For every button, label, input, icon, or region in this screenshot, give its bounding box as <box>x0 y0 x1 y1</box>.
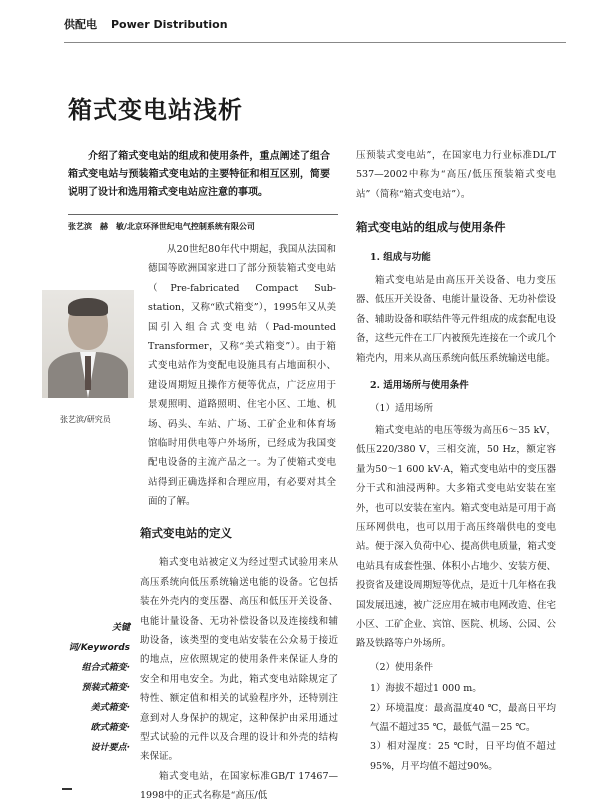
continued-paragraph: 压预装式变电站”，在国家电力行业标准DL/T 537—2002中称为“高压/低压预装箱式变电站”（简称“箱式变电站”）。 <box>356 150 556 200</box>
author-affiliation: 张艺滨 赫 敏/北京环泽世纪电气控制系统有限公司 <box>68 214 338 232</box>
right-column <box>356 146 556 776</box>
abstract: 介绍了箱式变电站的组成和使用条件，重点阐述了组合箱式变电站与预装箱式变电站的主要特征和相互区别，简要说明了设计和选用箱式变电站应注意的事项。 <box>68 151 330 198</box>
keyword-item: 设计要点· <box>90 743 130 753</box>
page-title: 箱式变电站浅析 <box>68 96 243 124</box>
header-divider <box>64 42 566 43</box>
keywords-title: 关键词/Keywords <box>68 623 130 653</box>
definition-paragraph-2: 箱式变电站，在国家标准GB/T 17467—1998中的正式名称是“高压/低 <box>140 770 338 802</box>
running-header <box>64 14 228 34</box>
subheading-conditions: （2）使用条件 <box>370 661 434 673</box>
keywords-box <box>52 618 130 758</box>
condition-item: 3）相对湿度：25 ℃时，日平均值不超过95%，月平均值不超过90%。 <box>370 741 556 772</box>
keyword-item: 欧式箱变· <box>90 723 130 733</box>
subheading-applicable-places: （1）适用场所 <box>370 403 434 415</box>
condition-item: 1）海拔不超过1 000 m。 <box>370 683 482 695</box>
components-paragraph: 箱式变电站是由高压开关设备、电力变压器、低压开关设备、电能计量设备、无功补偿设备、辅助设备和联结件等元件组成的成套配电设备，这些元件在工厂内被预先连接在一个或几个箱壳内，用来从高压系统向低压系统输送电能。 <box>356 275 556 364</box>
definition-column <box>140 510 338 806</box>
section-label-en: Power Distribution <box>111 17 228 31</box>
keyword-item: 美式箱变· <box>90 703 130 713</box>
subheading-scenarios: 2. 适用场所与使用条件 <box>370 380 469 392</box>
definition-paragraph: 箱式变电站被定义为经过型式试验用来从高压系统向低压系统输送电能的设备。它包括装在外壳内的变压器、高压和低压开关设备、电能计量设备、无功补偿设备以及连接线和辅助设备，该类型的变电站安装在公众易于接近的地点，应依照规定的使用条件来保证人身的安全和用电安全。为此，箱式变电站除规定了特性、额定值和相关的试验程序外，还特别注意到对人身保护的规定，这种保护由采用通过型式试验的元件以及合理的设计和外壳的结构来保证。 <box>140 557 338 763</box>
intro-column <box>148 240 336 512</box>
section-heading-definition: 箱式变电站的定义 <box>140 526 232 540</box>
author-photo <box>42 290 134 398</box>
applicable-places-paragraph: 箱式变电站的电压等级为高压6～35 kV，低压220/380 V，三相交流，50 Hz，额定容量为50～1 600 kV·A，箱式变电站中的变压器分干式和油浸两种。大多箱式变电站安装在室外，也可以安装在室内。箱式变电站是可用于高压环网供电，也可以用于高压终端供电的变电站。便于深入负荷中心、提高供电质量，箱式变电站具有成套性强、体积小占地少、安装方便、投资省及建设周期短等优点，是近十几年格在我国发展迅速，被广泛应用在城市电网改造、住宅小区、工矿企业、宾馆、医院、机场、公园、公路及铁路等户外场所。 <box>356 424 556 650</box>
keyword-item: 组合式箱变· <box>81 663 130 673</box>
keyword-item: 预装式箱变· <box>81 683 130 693</box>
section-label-cn: 供配电 <box>64 18 97 31</box>
photo-caption: 张艺滨/研究员 <box>60 415 111 424</box>
subheading-components: 1. 组成与功能 <box>370 251 431 263</box>
section-heading-composition: 箱式变电站的组成与使用条件 <box>356 220 506 235</box>
intro-paragraph: 从20世纪80年代中期起，我国从法国和德国等欧洲国家进口了部分预装箱式变电站（Pre-fabricated Compact Sub-station，又称“欧式箱变”），1995年又从美国引入组合式变电站（Pad-mounted Transformer，又称“美式箱变”）。由于箱式变电站作为变配电设施具有占地面积小、建设周期短且操作方便等优点，广泛应用于景观照明、道路照明、住宅小区、工地、机场、码头、车站、广场、工矿企业和体育场馆临时用供电等户外场所，已经成为我国变配电设备的主流产品之一。为了使箱式变电站得到正确选择和合理应用，有必要对其全面的了解。 <box>148 244 336 508</box>
footer-mark <box>62 788 72 790</box>
condition-item: 2）环境温度：最高温度40 ℃，最高日平均气温不超过35 ℃，最低气温－25 ℃。 <box>370 702 556 733</box>
